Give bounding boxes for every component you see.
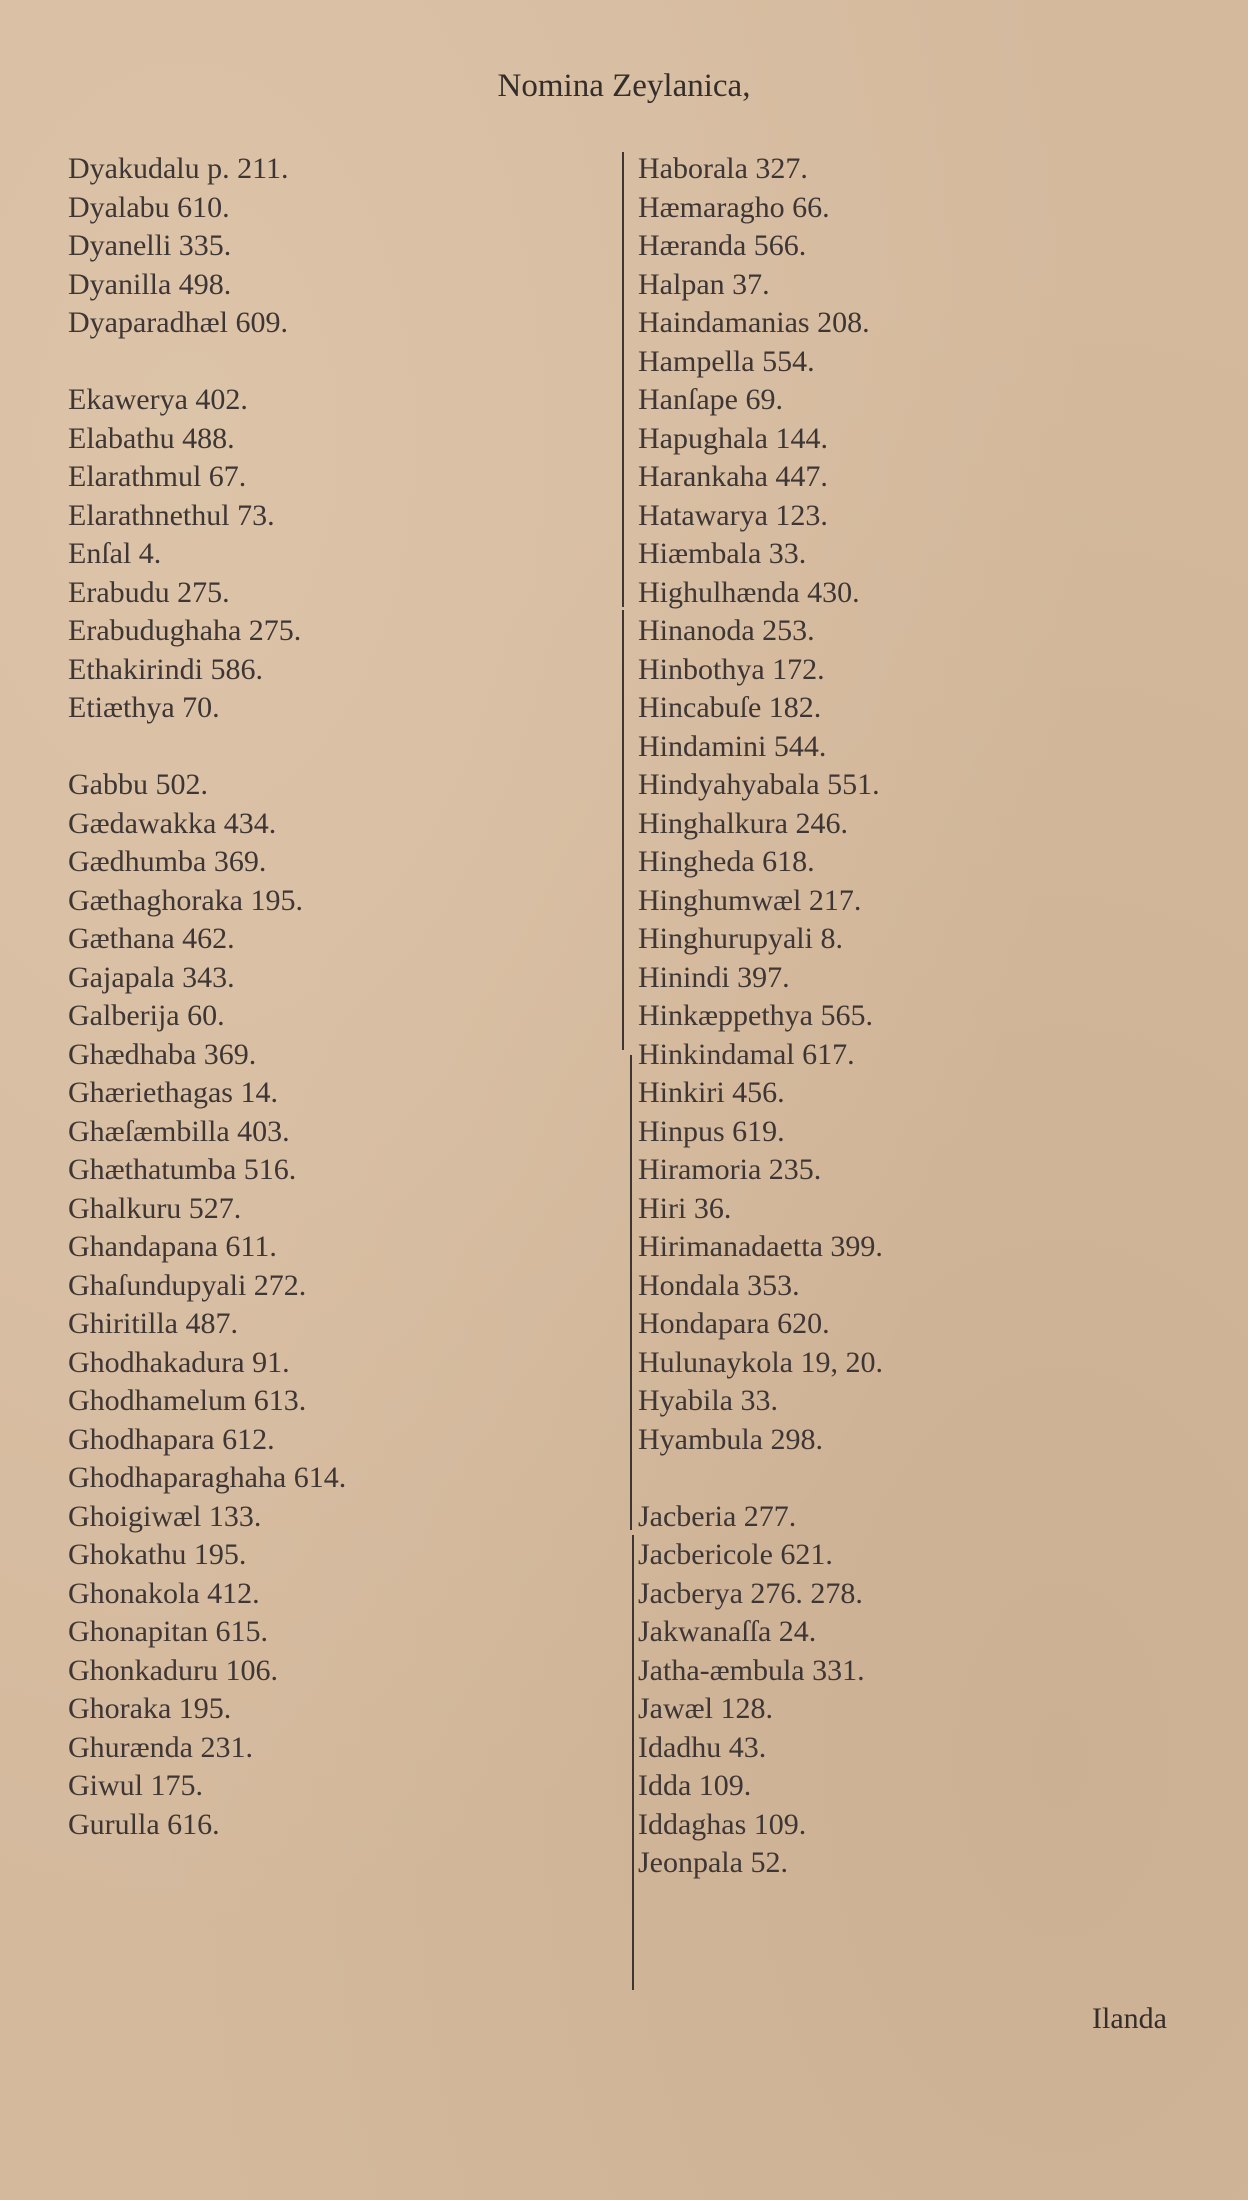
index-entry: Ghandapana 611. <box>68 1230 277 1263</box>
index-entry: Jakwanaſſa 24. <box>638 1615 817 1648</box>
index-entry: Hingheda 618. <box>638 845 815 878</box>
index-entry: Dyakudalu p. 211. <box>68 152 289 185</box>
index-entry: Ethakirindi 586. <box>68 652 263 686</box>
index-entry: Gabbu 502. <box>68 768 208 801</box>
index-entry: Elabathu 488. <box>68 421 235 455</box>
index-entry: Hinkiri 456. <box>638 1076 785 1109</box>
index-entry: Hincabuſe 182. <box>638 691 822 724</box>
index-entry: Hinkindamal 617. <box>638 1037 855 1071</box>
index-entry: Etiæthya 70. <box>68 691 220 724</box>
index-entry: Haindamanias 208. <box>638 306 870 339</box>
index-entry: Hinpus 619. <box>638 1114 785 1148</box>
index-entry: Hindyahyabala 551. <box>638 768 880 801</box>
index-entry: Gajapala 343. <box>68 960 235 994</box>
index-entry: Harankaha 447. <box>638 460 828 493</box>
index-entry: Hatawarya 123. <box>638 498 828 532</box>
index-entry: Hinghalkura 246. <box>638 806 848 840</box>
index-entry: Hindamini 544. <box>638 729 827 763</box>
index-entry: Elarathmul 67. <box>68 460 247 493</box>
index-entry: Hæmaragho 66. <box>638 190 830 224</box>
index-entry: Ghokathu 195. <box>68 1538 247 1571</box>
index-entry: Giwul 175. <box>68 1769 203 1802</box>
index-entry: Hampella 554. <box>638 344 815 378</box>
index-entry: Erabudughaha 275. <box>68 614 302 647</box>
index-entry: Jacbericole 621. <box>638 1538 833 1571</box>
index-entry: Dyaparadhæl 609. <box>68 306 288 339</box>
index-entry: Hinbothya 172. <box>638 652 825 686</box>
margin-rule <box>622 610 624 1050</box>
index-entry: Erabudu 275. <box>68 575 230 609</box>
index-entry: Ghæriethagas 14. <box>68 1076 278 1109</box>
index-entry: Ghoraka 195. <box>68 1692 232 1725</box>
index-entry: Hinkæppethya 565. <box>638 999 873 1032</box>
index-entry: Gædawakka 434. <box>68 806 277 840</box>
index-entry: Hapughala 144. <box>638 421 828 455</box>
index-entry: Hinanoda 253. <box>638 614 815 647</box>
index-entry: Jacberia 277. <box>638 1499 797 1533</box>
group-gap <box>628 1459 1188 1498</box>
index-entry: Galberija 60. <box>68 999 225 1032</box>
index-entry: Dyanelli 335. <box>68 229 232 262</box>
index-entry: Dyalabu 610. <box>68 190 230 224</box>
index-entry: Hanſape 69. <box>638 383 783 416</box>
index-entry: Hinghurupyali 8. <box>638 922 843 955</box>
index-entry: Gædhumba 369. <box>68 845 267 878</box>
index-entry: Hæranda 566. <box>638 229 807 262</box>
index-entry: Iddaghas 109. <box>638 1807 807 1841</box>
index-entry: Jatha-æmbula 331. <box>638 1653 865 1687</box>
index-entry: Hiramoria 235. <box>638 1153 822 1186</box>
margin-rule <box>632 1535 634 1990</box>
index-entry: Ghæthatumba 516. <box>68 1153 297 1186</box>
page-header: Nomina Zeylanica, <box>497 68 751 104</box>
right-column <box>628 150 1188 1883</box>
index-entry: Hirimanadaetta 399. <box>638 1230 883 1263</box>
left-column <box>68 150 608 1844</box>
index-entry: Hondala 353. <box>638 1268 800 1302</box>
index-entry: Ghodhakadura 91. <box>68 1345 290 1379</box>
index-entry: Ghodhaparaghaha 614. <box>68 1461 347 1494</box>
index-entry: Ghoigiwæl 133. <box>68 1499 262 1533</box>
index-entry: Hyabila 33. <box>638 1384 778 1417</box>
index-entry: Idda 109. <box>638 1769 752 1802</box>
index-entry: Ghæſæmbilla 403. <box>68 1114 290 1148</box>
index-entry: Haborala 327. <box>638 152 808 185</box>
index-entry: Ekawerya 402. <box>68 383 248 416</box>
index-entry: Jeonpala 52. <box>638 1846 788 1879</box>
index-entry: Ghurænda 231. <box>68 1730 253 1764</box>
index-entry: Hinghumwæl 217. <box>638 883 862 917</box>
index-entry: Hiæmbala 33. <box>638 537 807 570</box>
index-entry: Ghalkuru 527. <box>68 1191 242 1225</box>
index-entry: Elarathnethul 73. <box>68 498 275 532</box>
index-entry: Hulunaykola 19, 20. <box>638 1345 883 1379</box>
index-entry: Ghodhamelum 613. <box>68 1384 307 1417</box>
index-entry: Ghodhapara 612. <box>68 1422 275 1456</box>
catchword: Ilanda <box>1092 2002 1167 2035</box>
index-entry: Jawæl 128. <box>638 1692 773 1725</box>
index-entry: Ghiritilla 487. <box>68 1307 238 1340</box>
index-entry: Jacberya 276. 278. <box>638 1576 863 1610</box>
group-gap <box>68 728 608 767</box>
index-entry: Gurulla 616. <box>68 1807 220 1841</box>
index-entry: Highulhænda 430. <box>638 575 860 609</box>
index-entry: Hinindi 397. <box>638 960 790 994</box>
index-entry: Halpan 37. <box>638 267 770 301</box>
index-entry: Gæthana 462. <box>68 922 235 955</box>
index-entry: Ghaſundupyali 272. <box>68 1268 307 1302</box>
group-gap <box>68 343 608 382</box>
index-entry: Ghonakola 412. <box>68 1576 260 1610</box>
index-entry: Hiri 36. <box>638 1191 732 1225</box>
index-entry: Enſal 4. <box>68 537 162 570</box>
index-entry: Idadhu 43. <box>638 1730 767 1764</box>
index-entry: Ghonapitan 615. <box>68 1615 268 1648</box>
index-entry: Dyanilla 498. <box>68 267 232 301</box>
index-entry: Ghonkaduru 106. <box>68 1653 278 1687</box>
index-entry: Hondapara 620. <box>638 1307 830 1340</box>
margin-rule <box>630 1055 632 1530</box>
index-entry: Hyambula 298. <box>638 1422 823 1456</box>
index-entry: Gæthaghoraka 195. <box>68 883 303 917</box>
margin-rule <box>622 152 624 607</box>
index-entry: Ghædhaba 369. <box>68 1037 257 1071</box>
